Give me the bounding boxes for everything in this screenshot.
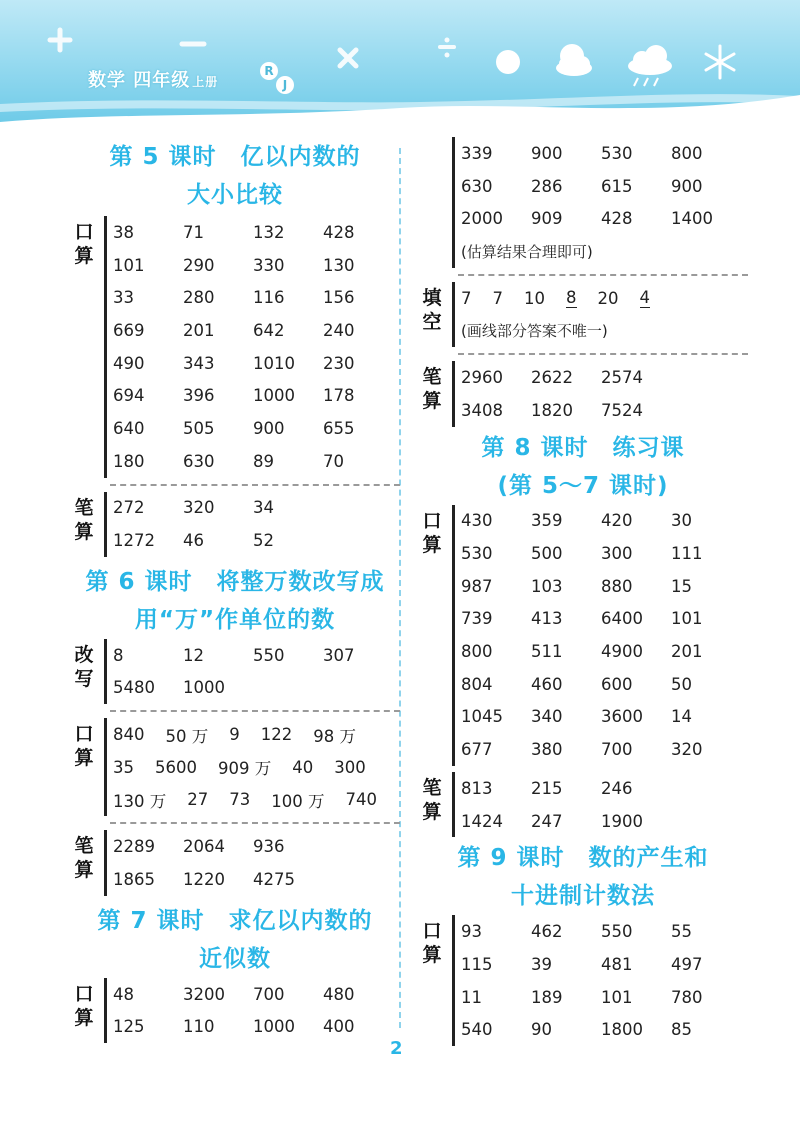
dashed-separator — [110, 484, 400, 486]
answer: 1865 — [113, 869, 155, 889]
answer-rows — [452, 361, 748, 426]
group-label-char: 算 — [422, 533, 442, 556]
answer: 50 万 — [165, 726, 209, 746]
group-label — [70, 216, 98, 478]
mental-math-group — [418, 915, 748, 1046]
answer: 1272 — [113, 531, 155, 551]
group-label-char: 口 — [422, 920, 442, 943]
group-label-char: 笔 — [422, 366, 442, 389]
answer: 110 — [183, 1017, 215, 1037]
answer: 55 — [671, 922, 692, 942]
group-label — [418, 361, 446, 426]
dashed-separator — [458, 274, 748, 276]
group-label-char: 算 — [74, 520, 94, 543]
answer: 35 — [113, 757, 134, 777]
answer-row — [461, 805, 748, 838]
group-label — [418, 772, 446, 837]
answer: 490 — [113, 353, 145, 373]
written-math-group — [70, 830, 400, 895]
answer: 909 万 — [218, 759, 272, 779]
answer-rows — [452, 772, 748, 837]
answer-row — [461, 170, 748, 203]
group-label — [70, 978, 98, 1043]
answer: 5480 — [113, 678, 155, 698]
lesson-title-line: 第 7 课时 求亿以内数的 — [97, 907, 373, 934]
group-label — [70, 639, 98, 704]
answer: 655 — [323, 418, 355, 438]
answer: 115 — [461, 954, 493, 974]
answer: 14 — [671, 707, 692, 727]
answer-row — [461, 701, 748, 734]
answer: 85 — [671, 1020, 692, 1040]
answer: 52 — [253, 531, 274, 551]
answer-row — [461, 733, 748, 766]
lesson-title-line: 近似数 — [199, 945, 271, 972]
book-title-text: 数学 四年级 — [88, 70, 191, 91]
answer: 2622 — [531, 367, 573, 387]
answer: 804 — [461, 674, 493, 694]
answer: 1424 — [461, 811, 503, 831]
answer-row — [461, 202, 748, 235]
lesson-9-title — [418, 839, 748, 915]
answer: 800 — [671, 143, 703, 163]
right-column — [418, 137, 748, 1046]
answer-row — [113, 672, 400, 705]
answer: 428 — [601, 209, 633, 229]
answer: 642 — [253, 320, 285, 340]
group-label-char: 写 — [74, 667, 94, 690]
answer: 130 — [323, 255, 355, 275]
answer: 2064 — [183, 837, 225, 857]
answer: 100 万 — [271, 791, 325, 811]
answer: 280 — [183, 288, 215, 308]
answer-rows — [104, 978, 400, 1043]
mental-math-group — [70, 978, 400, 1043]
answer: 1400 — [671, 209, 713, 229]
answer-row — [461, 137, 748, 170]
rewrite-group — [70, 639, 400, 704]
book-title — [88, 66, 218, 92]
answer-row — [113, 718, 400, 751]
answer-row — [113, 524, 400, 557]
lesson-title-line: 第 5 课时 亿以内数的 — [109, 144, 361, 170]
group-label-char: 笔 — [74, 835, 94, 858]
answer: 27 — [187, 790, 209, 810]
underlined-answer: 8 — [566, 288, 577, 308]
group-label-char: 空 — [422, 310, 442, 333]
answer: 630 — [461, 176, 493, 196]
dashed-separator — [458, 353, 748, 355]
answer: 101 — [113, 255, 145, 275]
answer: 987 — [461, 576, 493, 596]
answer-row — [113, 281, 400, 314]
answer: 101 — [671, 609, 703, 629]
answer: 430 — [461, 511, 493, 531]
written-math-group — [418, 361, 748, 426]
answer-row — [461, 772, 748, 805]
answer: 320 — [671, 740, 703, 760]
answer: 7 — [492, 288, 503, 308]
lesson-title-line: 大小比较 — [187, 182, 283, 208]
answer: 505 — [183, 418, 215, 438]
answer-row — [113, 216, 400, 249]
answer-row — [461, 981, 748, 1014]
answer-rows — [452, 505, 748, 767]
answer: 2960 — [461, 367, 503, 387]
answer-row — [461, 394, 748, 427]
answer: 497 — [671, 954, 703, 974]
answer: 180 — [113, 451, 145, 471]
answer: 8 — [113, 645, 124, 665]
lesson-title-line: 十进制计数法 — [511, 883, 655, 910]
group-label — [70, 830, 98, 895]
group-label-char: 算 — [74, 1006, 94, 1029]
answer: 320 — [183, 498, 215, 518]
fill-blank-group — [418, 282, 748, 347]
answer: 6400 — [601, 609, 643, 629]
group-label — [418, 505, 446, 767]
answer-row — [113, 492, 400, 525]
answer: 615 — [601, 176, 633, 196]
answer: 132 — [253, 222, 285, 242]
answer: 71 — [183, 222, 204, 242]
answer: 46 — [183, 531, 204, 551]
answer: 343 — [183, 353, 215, 373]
group-label-char: 算 — [422, 801, 442, 823]
continued-answers — [418, 137, 748, 268]
answer: 15 — [671, 576, 692, 596]
edition-letter-j: J — [276, 76, 294, 94]
answer: 2000 — [461, 209, 503, 229]
answer: 240 — [323, 320, 355, 340]
group-label — [70, 492, 98, 557]
answer: 33 — [113, 288, 134, 308]
answer-row — [461, 915, 748, 948]
answer: 530 — [601, 143, 633, 163]
answer: 2289 — [113, 837, 155, 857]
banner-background — [0, 0, 800, 125]
answer: 116 — [253, 288, 285, 308]
group-label-char: 改 — [74, 643, 94, 666]
answer-row — [113, 1010, 400, 1043]
answer: 38 — [113, 222, 134, 242]
answer: 103 — [531, 576, 563, 596]
answer: 550 — [601, 922, 633, 942]
answer: 5600 — [155, 757, 197, 777]
answer: 640 — [113, 418, 145, 438]
answer: 215 — [531, 778, 563, 798]
answer: 1820 — [531, 400, 573, 420]
answer: 4275 — [253, 869, 295, 889]
answer: 550 — [253, 645, 285, 665]
answer-rows — [452, 915, 748, 1046]
answer: 1000 — [253, 386, 295, 406]
answer-row — [461, 668, 748, 701]
written-math-group — [70, 492, 400, 557]
answer: 39 — [531, 954, 552, 974]
answer: 780 — [671, 987, 703, 1007]
underlined-answer: 4 — [639, 288, 650, 308]
sun-icon — [496, 50, 520, 74]
answer: 34 — [253, 498, 274, 518]
answer-row — [461, 282, 748, 315]
answer: 93 — [461, 922, 482, 942]
answer: 40 — [292, 757, 314, 777]
answer: 7 — [461, 288, 472, 308]
answer: 130 万 — [113, 791, 167, 811]
answer: 1010 — [253, 353, 295, 373]
answer: 600 — [601, 674, 633, 694]
answer-row — [461, 570, 748, 603]
answer-row — [461, 948, 748, 981]
answer-rows — [452, 282, 748, 347]
answer: 481 — [601, 954, 633, 974]
answer-rows — [452, 137, 748, 268]
answer: 178 — [323, 386, 355, 406]
answer-row — [461, 635, 748, 668]
answer-note: (估算结果合理即可) — [461, 242, 593, 261]
answer-row — [461, 537, 748, 570]
answer-row — [461, 361, 748, 394]
answer: 480 — [323, 984, 355, 1004]
group-label-char: 算 — [74, 747, 94, 770]
answer: 460 — [531, 674, 563, 694]
answer: 694 — [113, 386, 145, 406]
answer-row — [113, 347, 400, 380]
answer: 50 — [671, 674, 692, 694]
mental-math-group — [70, 718, 400, 816]
answer: 3600 — [601, 707, 643, 727]
answer: 813 — [461, 778, 493, 798]
answer: 669 — [113, 320, 145, 340]
lesson-7-title — [70, 902, 400, 978]
group-label — [418, 915, 446, 1046]
group-label-char: 算 — [74, 859, 94, 882]
mental-math-group — [70, 216, 400, 478]
answer-row — [113, 379, 400, 412]
answer: 3200 — [183, 984, 225, 1004]
answer-row — [113, 412, 400, 445]
group-label — [418, 282, 446, 347]
group-label-char: 算 — [74, 245, 94, 267]
answer: 4900 — [601, 642, 643, 662]
answer: 500 — [531, 544, 563, 564]
answer: 300 — [334, 757, 366, 777]
answer: 189 — [531, 987, 563, 1007]
answer: 462 — [531, 922, 563, 942]
answer: 307 — [323, 645, 355, 665]
answer-row — [113, 863, 400, 896]
group-label — [418, 137, 446, 268]
header-banner — [0, 0, 800, 125]
answer: 330 — [253, 255, 285, 275]
answer: 1045 — [461, 707, 503, 727]
answer: 122 — [260, 725, 293, 745]
answer-row — [461, 505, 748, 538]
answer-rows — [104, 718, 400, 816]
answer-rows — [104, 639, 400, 704]
answer: 420 — [601, 511, 633, 531]
answer: 20 — [597, 288, 619, 308]
answer: 1800 — [601, 1020, 643, 1040]
answer: 247 — [531, 811, 563, 831]
answer: 30 — [671, 511, 692, 531]
answer: 677 — [461, 740, 493, 760]
answer: 11 — [461, 987, 482, 1007]
dashed-separator — [110, 710, 400, 712]
answer: 936 — [253, 837, 285, 857]
answer: 880 — [601, 576, 633, 596]
answer: 12 — [183, 645, 204, 665]
answer: 90 — [531, 1020, 552, 1040]
answer: 101 — [601, 987, 633, 1007]
answer: 413 — [531, 609, 563, 629]
answer: 739 — [461, 609, 493, 629]
answer-row — [113, 314, 400, 347]
answer: 1900 — [601, 811, 643, 831]
answer: 1000 — [253, 1017, 295, 1037]
answer: 700 — [253, 984, 285, 1004]
answer: 300 — [601, 544, 633, 564]
answer: 900 — [671, 176, 703, 196]
group-label-char: 口 — [74, 723, 94, 746]
answer: 3408 — [461, 400, 503, 420]
answer: 800 — [461, 642, 493, 662]
answer: 290 — [183, 255, 215, 275]
lesson-title-line: 用“万”作单位的数 — [134, 606, 336, 633]
answer-row — [113, 249, 400, 282]
edition-logo — [258, 60, 298, 96]
answer: 339 — [461, 143, 493, 163]
answer: 125 — [113, 1017, 145, 1037]
answer: 1220 — [183, 869, 225, 889]
answer-note: (画线部分答案不唯一) — [461, 322, 608, 341]
answer: 111 — [671, 544, 703, 564]
group-label — [70, 718, 98, 816]
answer: 10 — [524, 288, 545, 308]
lesson-title-line: 第 6 课时 将整万数改写成 — [85, 568, 385, 595]
answer: 840 — [113, 725, 145, 745]
answer: 156 — [323, 288, 355, 308]
group-label-char: 算 — [422, 390, 442, 413]
group-label-char: 口 — [74, 221, 94, 243]
mental-math-group — [418, 505, 748, 767]
answer-row — [113, 784, 400, 817]
edition-letter-r: R — [260, 62, 278, 80]
group-label-char: 笔 — [422, 777, 442, 799]
answer: 73 — [229, 790, 251, 810]
answer-rows — [104, 492, 400, 557]
group-label-char: 算 — [422, 944, 442, 967]
lesson-title-line: 第 8 课时 练习课 — [481, 434, 685, 461]
left-column — [70, 138, 400, 1043]
answer-row — [113, 639, 400, 672]
answer-row — [113, 830, 400, 863]
lesson-title-line: (第 5～7 课时) — [497, 472, 669, 499]
answer: 48 — [113, 984, 134, 1004]
answer: 900 — [531, 143, 563, 163]
answer: 909 — [531, 209, 563, 229]
answer: 98 万 — [313, 726, 356, 746]
answer: 700 — [601, 740, 633, 760]
answer-row — [113, 978, 400, 1011]
answer: 396 — [183, 386, 215, 406]
book-volume: 上册 — [192, 75, 219, 89]
answer: 286 — [531, 176, 563, 196]
answer-row — [461, 1013, 748, 1046]
answer: 530 — [461, 544, 493, 564]
answer: 380 — [531, 740, 563, 760]
answer: 272 — [113, 498, 145, 518]
group-label-char: 口 — [74, 982, 94, 1005]
group-label-char: 填 — [422, 286, 442, 309]
answer-row — [113, 445, 400, 478]
answer: 340 — [531, 707, 563, 727]
answer-rows — [104, 830, 400, 895]
page-number: 2 — [390, 1038, 403, 1059]
dashed-separator — [110, 822, 400, 824]
answer: 428 — [323, 222, 355, 242]
answer: 201 — [671, 642, 703, 662]
answer: 246 — [601, 778, 633, 798]
answer: 359 — [531, 511, 563, 531]
written-math-group — [418, 772, 748, 837]
answer: 230 — [323, 353, 355, 373]
answer: 9 — [229, 725, 240, 745]
group-label-char: 口 — [422, 509, 442, 532]
lesson-title-line: 第 9 课时 数的产生和 — [457, 845, 709, 872]
answer-row — [113, 751, 400, 784]
answer: 740 — [345, 790, 377, 810]
answer: 7524 — [601, 400, 643, 420]
answer: 1000 — [183, 678, 225, 698]
answer: 540 — [461, 1020, 493, 1040]
answer-row — [461, 603, 748, 636]
answer: 511 — [531, 642, 563, 662]
lesson-5-title — [70, 138, 400, 214]
answer-rows — [104, 216, 400, 478]
group-label-char: 笔 — [74, 496, 94, 519]
answer: 89 — [253, 451, 274, 471]
answer: 2574 — [601, 367, 643, 387]
answer: 70 — [323, 451, 344, 471]
answer: 630 — [183, 451, 215, 471]
answer: 201 — [183, 320, 215, 340]
answer: 900 — [253, 418, 285, 438]
lesson-6-title — [70, 563, 400, 639]
answer: 400 — [323, 1017, 355, 1037]
lesson-8-title — [418, 429, 748, 505]
